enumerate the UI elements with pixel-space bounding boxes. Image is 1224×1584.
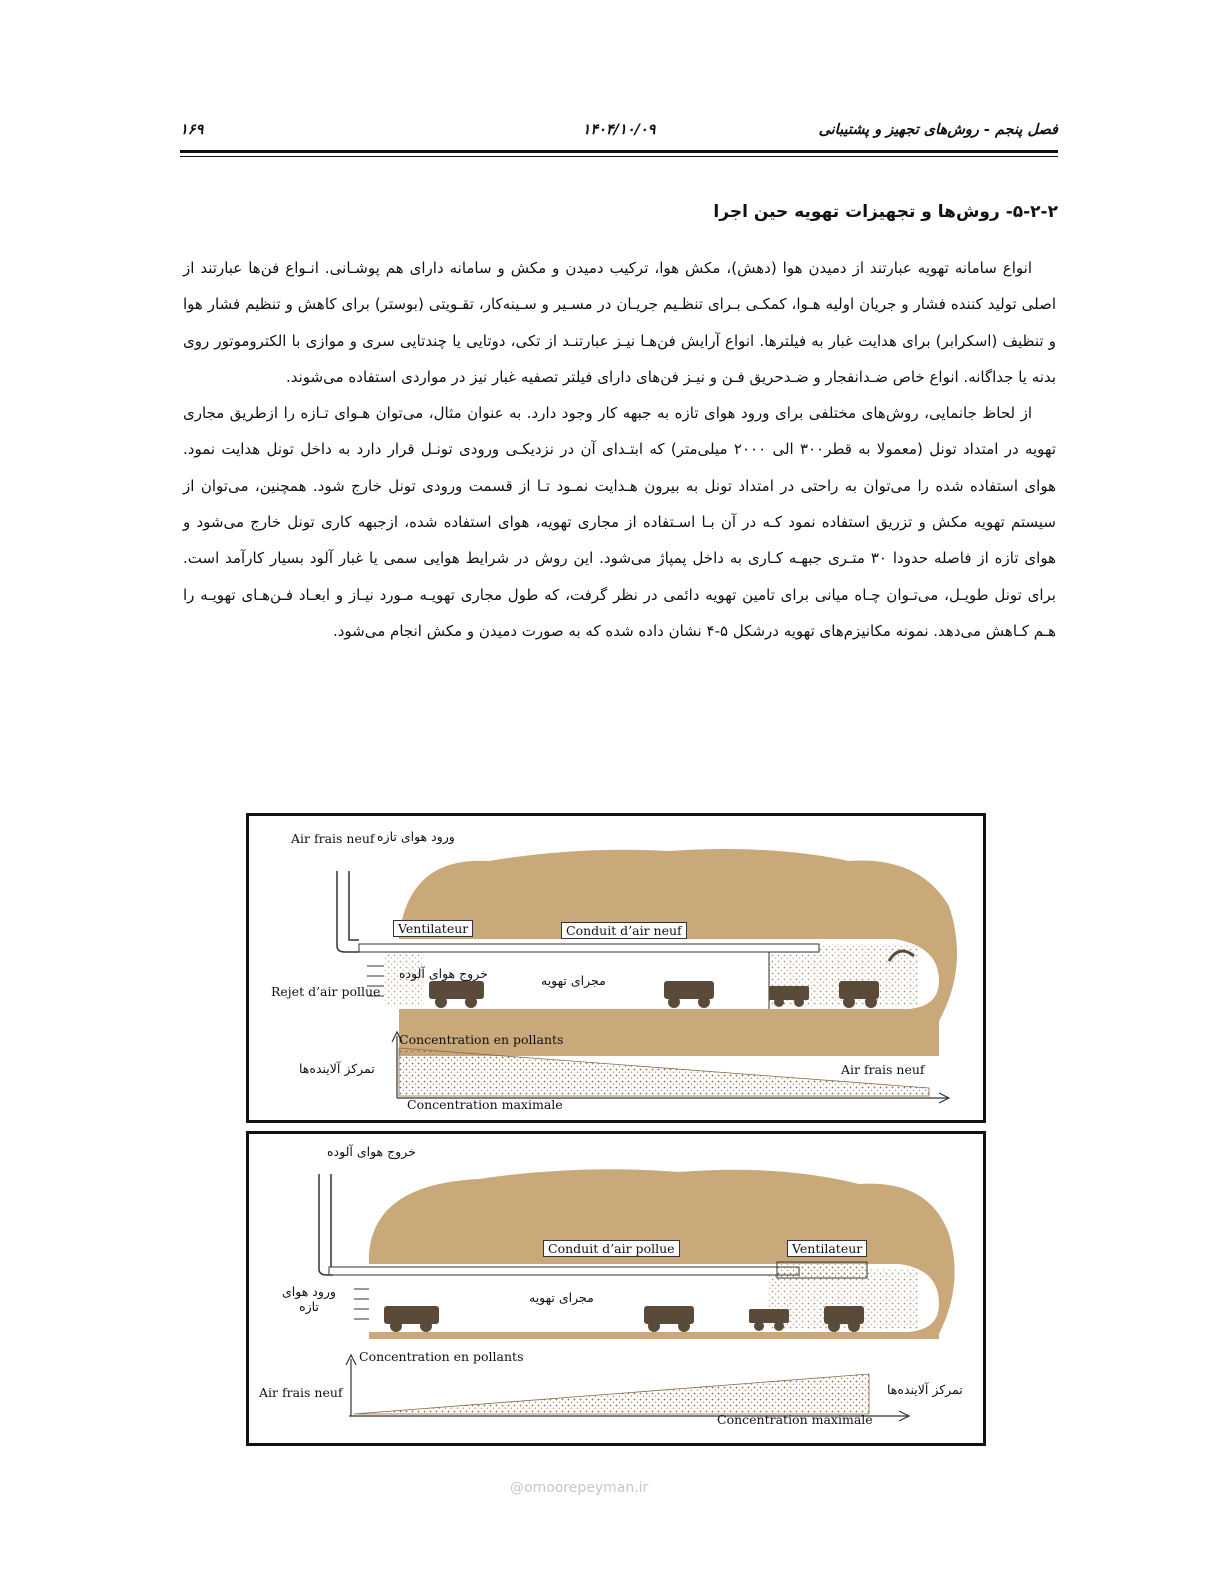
section-title: ۵-۲-۲- روش‌ها و تجهیزات تهویه حین اجرا <box>713 202 1058 222</box>
conduit-label: Conduit d’air neuf <box>561 922 687 939</box>
fresh-air-in-label: Air frais neuf <box>291 831 375 846</box>
body-text <box>183 250 1056 649</box>
exhaust-fan <box>777 1262 867 1278</box>
page-header <box>180 118 1058 146</box>
page-number: ۱۶۹ <box>180 122 204 138</box>
conc-axis-label: Concentration en pollants <box>359 1349 524 1364</box>
figure-exhaust-ventilation <box>246 1131 986 1446</box>
exhaust-stack <box>319 1174 333 1275</box>
figure-blowing-ventilation <box>246 813 986 1123</box>
fresh-in-fa: ورود هوای تازه <box>282 1284 336 1314</box>
fresh-left-label: Air frais neuf <box>259 1385 343 1400</box>
fresh-right-label: Air frais neuf <box>841 1062 925 1077</box>
conc-max-label: Concentration maximale <box>717 1412 873 1427</box>
ventilateur-label: Ventilateur <box>787 1240 867 1257</box>
conduit-label: Conduit d’air pollue <box>543 1240 680 1257</box>
header-date: ۱۴۰۴/۱۰/۰۹ <box>582 122 656 138</box>
fresh-air-in-fa: ورود هوای تازه <box>377 829 455 844</box>
concentration-wedge <box>354 1374 869 1414</box>
paragraph-2: از لحاظ جانمایی، روش‌های مختلفی برای ورود هوای تازه به جبهه کار وجود دارد. به عنوان مثال، می‌توان هـوای تـازه را ازطریق مجاری تهویه در امتداد تونل (معمولا به قطر۳۰۰ الی ۲۰۰۰ میلی‌متر) که ابتـدای آن در نزدیکـی ورودی تونـل قرار دارد به داخل تونل هدایت نمود. هوای استفاده شده را می‌توان به راحتی در امتداد تونل به بیرون هـدایت نمـود تـا از قسمت ورودی تونل خارج شود. همچنین، می‌توان از سیستم تهویه مکش و تزریق استفاده نمود کـه در آن بـا اسـتفاده از مجاری تهویه، هوای استفاده شده، ازجبهه کاری تونل خارج می‌شود و هوای تازه از فاصله حدودا ۳۰ متـری جبهـه کـاری به داخل پمپاژ می‌شود. این روش در شرایط هوایی سمی یا غبار آلود بسیار کارآمد است. برای تونل طویـل، می‌تـوان چـاه میانی برای تامین تهویه دائمی در نظر گرفت، که طول مجاری تهویـه مـورد نیـاز و ابعـاد فـن‌هـای تهویـه را هـم کـاهش می‌دهد. نمونه مکانیزم‌های تهویه درشکل ۵-۴ نشان داده شده که به صورت دمیدن و مکش انجام می‌شود. <box>183 404 1057 640</box>
rejet-label: Rejet d’air pollue <box>271 984 381 999</box>
conc-fa: تمرکز آلاینده‌ها <box>299 1061 375 1076</box>
paragraph-1: انواع سامانه تهویه عبارتند از دمیدن هوا (دهش)، مکش هوا، ترکیب دمیدن و مکش و سامانه دارای هم پوشـانی. انـواع فن‌ها عبارتند از اصلی تولید کننده فشار و جریان اولیه هـوا، کمکـی بـرای تنظـیم جریـان در مسـیر و سـینه‌کار، تقـویتی (بوستر) برای کاهش و تنظیم فشار هوا و تنظیف (اسکرابر) برای هدایت غبار به فیلترها. انواع آرایش فن‌هـا نیـز عبارتنـد از تکی، دوتایی یا چندتایی سری و موازی با الکتروموتور روی بدنه یا جداگانه. انواع خاص ضـدانفجار و ضـدحریق فـن و نیـز فن‌های دارای فیلتر تصفیه غبار نیز در مواردی استفاده می‌شوند. <box>183 259 1056 386</box>
tunnel-diagram-bottom <box>249 1134 983 1443</box>
website-watermark: @omoorepeyman.ir <box>510 1480 649 1496</box>
conc-axis-label: Concentration en pollants <box>399 1032 564 1047</box>
header-rule-thin <box>180 156 1058 157</box>
polluted-air-duct <box>329 1267 799 1275</box>
ventilateur-label: Ventilateur <box>393 920 473 937</box>
intake-stack <box>337 871 359 952</box>
conc-max-label: Concentration maximale <box>407 1097 563 1112</box>
duct-fa: مجرای تهویه <box>541 973 606 988</box>
fresh-air-duct <box>359 944 819 952</box>
header-rule-thick <box>180 150 1058 153</box>
exhaust-fa: خروج هوای آلوده <box>399 966 488 981</box>
conc-fa: تمرکز آلاینده‌ها <box>887 1382 963 1397</box>
chapter-title: فصل پنجم - روش‌های تجهیز و پشتیبانی <box>818 122 1058 138</box>
exhaust-fa: خروج هوای آلوده <box>327 1144 416 1159</box>
duct-fa: مجرای تهویه <box>529 1290 594 1305</box>
